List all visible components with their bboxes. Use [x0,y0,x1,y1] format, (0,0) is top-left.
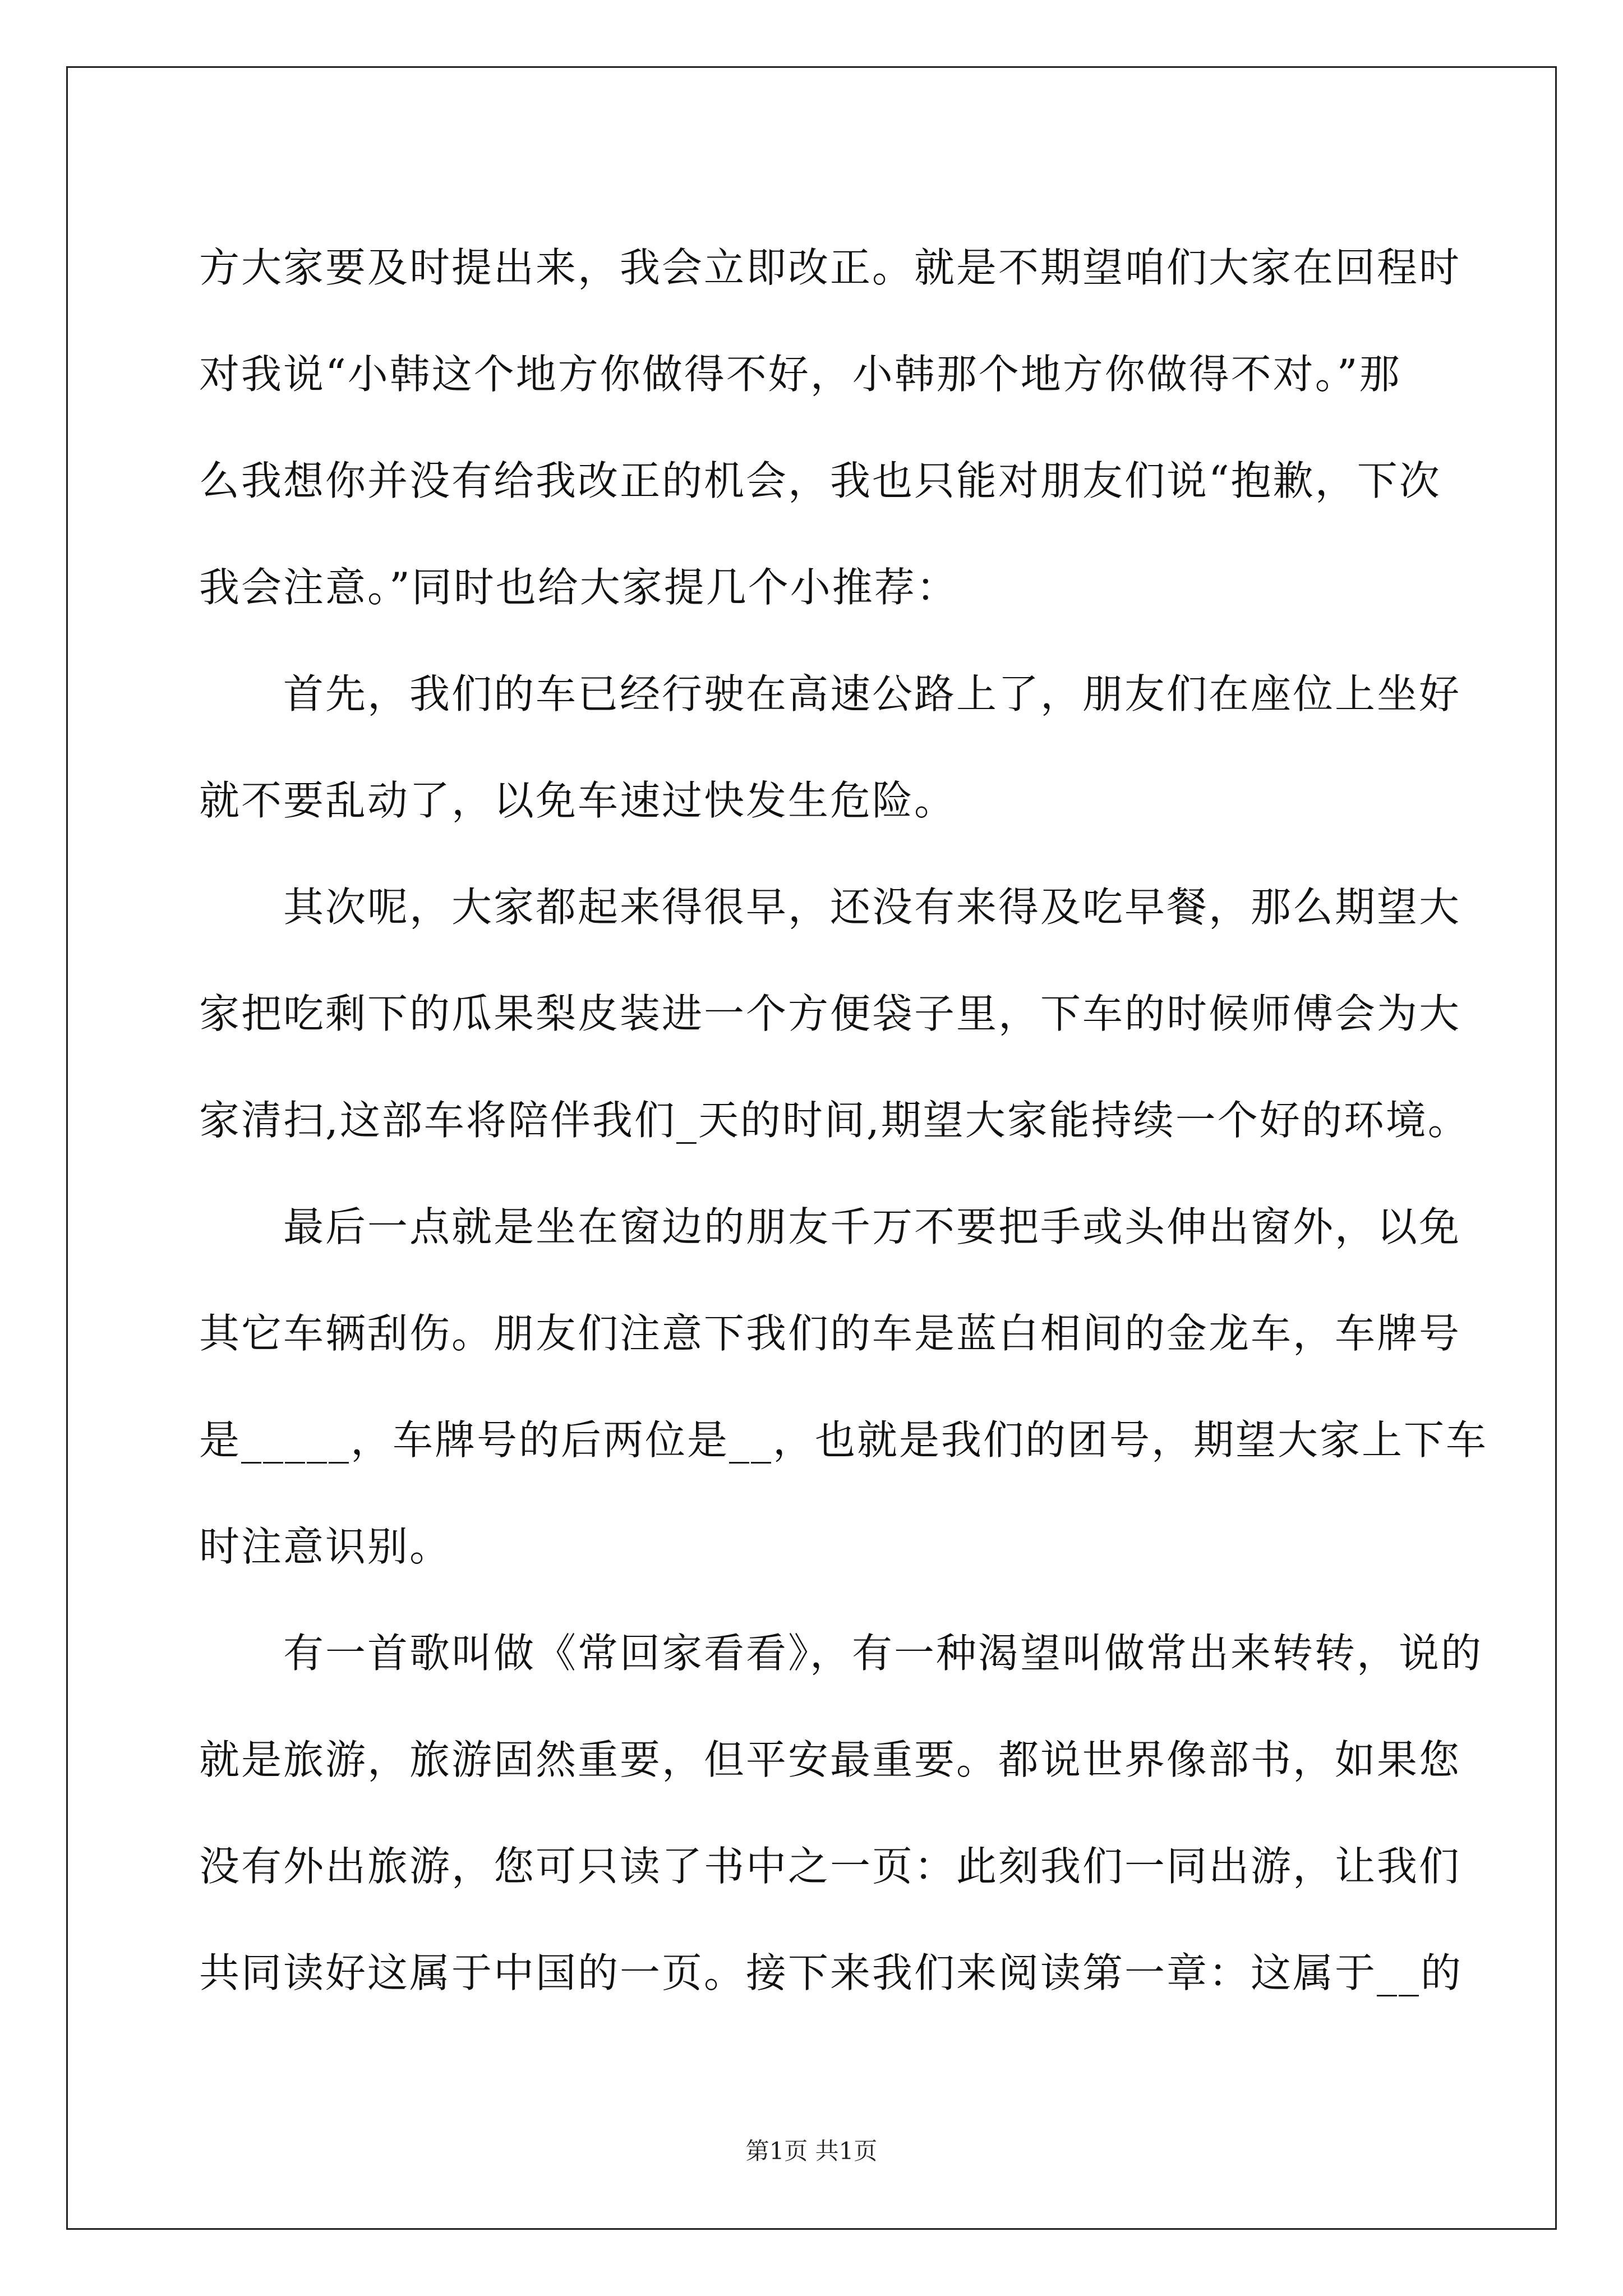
text-line: 没有外出旅游，您可只读了书中之一页：此刻我们一同出游，让我们 [199,1843,1461,1890]
paragraph-first-line: 最后一点就是坐在窗边的朋友千万不要把手或头伸出窗外，以免 [283,1203,1461,1250]
text-line: 时注意识别。 [199,1523,452,1570]
text-line: 是_____，车牌号的后两位是__，也就是我们的团号，期望大家上下车 [199,1416,1488,1464]
document-body [199,214,1488,2026]
paragraph-first-line: 有一首歌叫做《常回家看看》，有一种渴望叫做常出来转转，说的 [283,1630,1483,1677]
text-line: 其它车辆刮伤。朋友们注意下我们的车是蓝白相间的金龙车，车牌号 [199,1310,1461,1357]
text-line: 么我想你并没有给我改正的机会，我也只能对朋友们说“抱歉，下次 [199,457,1441,504]
text-line: 对我说“小韩这个地方你做得不好，小韩那个地方你做得不对。”那 [199,351,1401,398]
text-line: 我会注意。”同时也给大家提几个小推荐： [199,564,958,611]
text-line: 就不要乱动了，以免车速过快发生危险。 [199,777,957,824]
text-line: 方大家要及时提出来，我会立即改正。就是不期望咱们大家在回程时 [199,244,1461,291]
paragraph-first-line: 首先，我们的车已经行驶在高速公路上了，朋友们在座位上坐好 [283,670,1461,717]
page-number-footer: 第1页 共1页 [745,2137,878,2165]
text-line: 就是旅游，旅游固然重要，但平安最重要。都说世界像部书，如果您 [199,1736,1461,1783]
text-line: 共同读好这属于中国的一页。接下来我们来阅读第一章：这属于__的 [199,1949,1463,1996]
paragraph-first-line: 其次呢，大家都起来得很早，还没有来得及吃早餐，那么期望大 [283,884,1461,931]
text-line: 家清扫,这部车将陪伴我们_天的时间,期望大家能持续一个好的环境。 [199,1097,1470,1144]
text-line: 家把吃剩下的瓜果梨皮装进一个方便袋子里，下车的时候师傅会为大 [199,990,1461,1037]
